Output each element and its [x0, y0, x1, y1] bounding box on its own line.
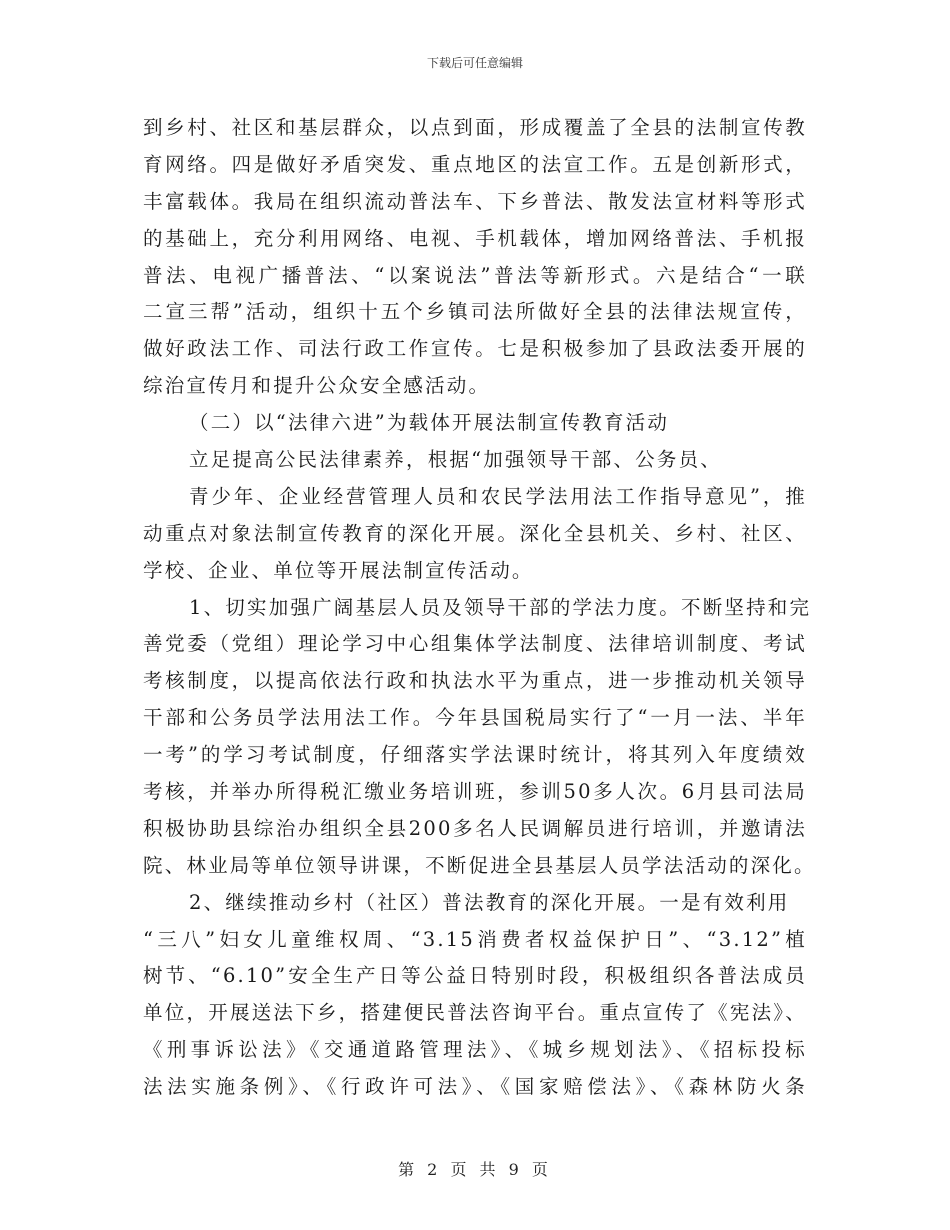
text-line: 育网络。四是做好矛盾突发、重点地区的法宣工作。五是创新形式， [143, 152, 807, 176]
text-line: 干部和公务员学法用法工作。今年县国税局实行了“一月一法、半年 [143, 706, 807, 730]
text-line: 一考”的学习考试制度，仔细落实学法课时统计，将其列入年度绩效 [143, 743, 807, 767]
text-line: 二宣三帮”活动，组织十五个乡镇司法所做好全县的法律法规宣传， [143, 300, 807, 324]
text-line: 2、继续推动乡村（社区）普法教育的深化开展。一是有效利用 [189, 890, 790, 914]
text-line: （二）以“法律六进”为载体开展法制宣传教育活动 [189, 411, 670, 435]
text-line: 《刑事诉讼法》《交通道路管理法》、《城乡规划法》、《招标投标 [143, 1038, 807, 1062]
text-line: 综治宣传月和提升公众安全感活动。 [143, 374, 491, 398]
text-line: 青少年、企业经营管理人员和农民学法用法工作指导意见”，推 [189, 484, 807, 508]
text-line: 到乡村、社区和基层群众，以点到面，形成覆盖了全县的法制宣传教 [143, 116, 807, 139]
text-line: 善党委（党组）理论学习中心组集体学法制度、法律培训制度、考试 [143, 632, 807, 656]
text-line: 1、切实加强广阔基层人员及领导干部的学法力度。不断坚持和完 [189, 595, 812, 619]
text-line: 单位，开展送法下乡，搭建便民普法咨询平台。重点宣传了《宪法》、 [143, 1001, 807, 1025]
text-line: 考核制度，以提高依法行政和执法水平为重点，进一步推动机关领导 [143, 669, 807, 693]
text-line: 学校、企业、单位等开展法制宣传活动。 [143, 558, 534, 582]
page-footer: 第 2 页 共 9 页 [398, 1160, 552, 1179]
text-line: 院、林业局等单位领导讲课，不断促进全县基层人员学法活动的深化。 [143, 853, 816, 877]
text-line: 普法、电视广播普法、“以案说法”普法等新形式。六是结合“一联 [143, 263, 807, 287]
text-line: 动重点对象法制宣传教育的深化开展。深化全县机关、乡村、社区、 [143, 521, 807, 545]
text-line: 的基础上，充分利用网络、电视、手机载体，增加网络普法、手机报 [143, 226, 807, 250]
text-line: 立足提高公民法律素养，根据“加强领导干部、公务员、 [189, 448, 722, 472]
text-line: 丰富载体。我局在组织流动普法车、下乡普法、散发法宣材料等形式 [143, 189, 807, 213]
text-line: 树节、“6.10”安全生产日等公益日特别时段，积极组织各普法成员 [143, 964, 807, 988]
text-line: 法法实施条例》、《行政许可法》、《国家赔偿法》、《森林防火条 [143, 1075, 807, 1099]
text-line: 考核，并举办所得税汇缴业务培训班，参训50多人次。6月县司法局 [143, 780, 807, 804]
page-header: 下载后可任意编辑 [426, 56, 523, 70]
text-line: “三八”妇女儿童维权周、“3.15消费者权益保护日”、“3.12”植 [143, 927, 807, 951]
text-line: 积极协助县综治办组织全县200多名人民调解员进行培训，并邀请法 [143, 816, 807, 840]
text-line: 做好政法工作、司法行政工作宣传。七是积极参加了县政法委开展的 [143, 337, 807, 361]
document-body [143, 110, 816, 1106]
